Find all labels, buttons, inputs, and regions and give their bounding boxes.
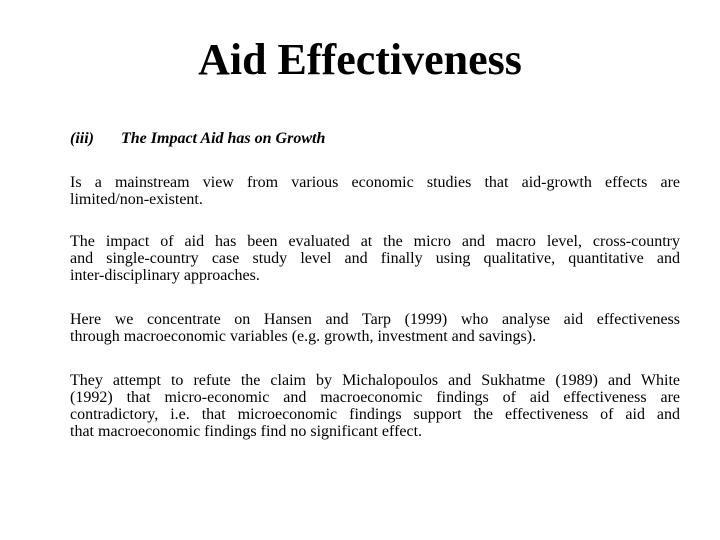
- paragraph-aid-growth-view: [70, 174, 680, 208]
- section-heading-text: The Impact Aid has on Growth: [121, 130, 326, 147]
- paragraph-line: inter-disciplinary approaches.: [70, 267, 260, 284]
- paragraph-line: limited/non-existent.: [70, 191, 203, 208]
- paragraph-evaluation-levels: [70, 233, 680, 284]
- paragraph-refute-claim: [70, 372, 680, 440]
- paragraph-line: through macroeconomic variables (e.g. growth, investment and savings).: [70, 328, 537, 345]
- paragraph-hansen-tarp: [70, 311, 680, 345]
- paragraph-line: Is a mainstream view from various economic studies that aid-growth effects are: [70, 174, 680, 191]
- paragraph-line: (1992) that micro-economic and macroeconomic findings of aid effectiveness are: [70, 389, 680, 406]
- paragraph-line: The impact of aid has been evaluated at the micro and macro level, cross-country: [70, 233, 680, 250]
- slide-title: Aid Effectiveness: [198, 35, 522, 84]
- paragraph-line: and single-country case study level and finally using qualitative, quantitative and: [70, 250, 680, 267]
- paragraph-line: They attempt to refute the claim by Michalopoulos and Sukhatme (1989) and White: [70, 372, 680, 389]
- paragraph-line: that macroeconomic findings find no significant effect.: [70, 423, 423, 440]
- section-subheading: [70, 129, 325, 149]
- paragraph-line: contradictory, i.e. that microeconomic findings support the effectiveness of aid and: [70, 406, 680, 423]
- section-number: (iii): [70, 130, 94, 147]
- paragraph-line: Here we concentrate on Hansen and Tarp (1999) who analyse aid effectiveness: [70, 311, 680, 328]
